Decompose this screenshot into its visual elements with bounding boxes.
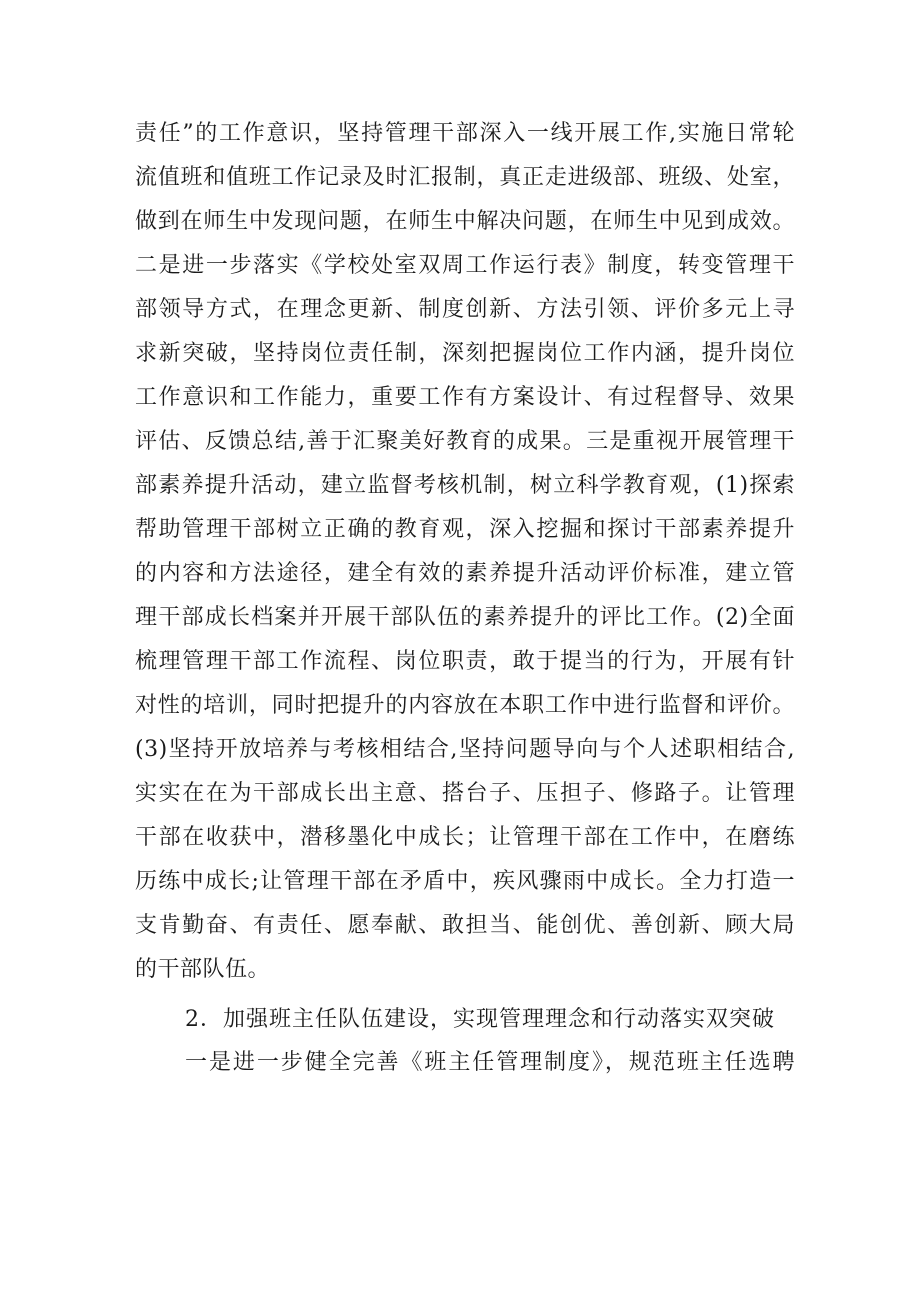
paragraph-line: (3)坚持开放培养与考核相结合,坚持问题导向与个人述职相结合, <box>135 737 795 762</box>
paragraph-line: 工作意识和工作能力，重要工作有方案设计、有过程督导、效果 <box>135 385 795 410</box>
paragraph-line: 历练中成长;让管理干部在矛盾中，疾风骤雨中成长。全力打造一 <box>135 869 795 894</box>
paragraph-line: 理干部成长档案并开展干部队伍的素养提升的评比工作。(2)全面 <box>135 605 795 630</box>
paragraph-line: 一是进一步健全完善《班主任管理制度》，规范班主任选聘 <box>185 1050 795 1075</box>
paragraph-line: 流值班和值班工作记录及时汇报制，真正走进级部、班级、处室， <box>135 165 795 190</box>
paragraph-line: 做到在师生中发现问题，在师生中解决问题，在师生中见到成效。 <box>135 209 795 234</box>
paragraph-line: 评估、反馈总结,善于汇聚美好教育的成果。三是重视开展管理干 <box>135 429 795 454</box>
paragraph-line: 干部在收获中，潜移墨化中成长；让管理干部在工作中，在磨练 <box>135 825 795 850</box>
paragraph-line: 的内容和方法途径，建全有效的素养提升活动评价标准，建立管 <box>135 561 795 586</box>
paragraph-line: 对性的培训，同时把提升的内容放在本职工作中进行监督和评价。 <box>135 693 795 718</box>
paragraph-line: 支肯勤奋、有责任、愿奉献、敢担当、能创优、善创新、顾大局 <box>135 913 795 938</box>
paragraph-line: 实实在在为干部成长出主意、搭台子、压担子、修路子。让管理 <box>135 781 795 806</box>
paragraph-line: 帮助管理干部树立正确的教育观，深入挖掘和探讨干部素养提升 <box>135 517 795 542</box>
paragraph-line: 部素养提升活动，建立监督考核机制，树立科学教育观，(1)探索 <box>135 473 795 498</box>
paragraph-line: 梳理管理干部工作流程、岗位职责，敢于提当的行为，开展有针 <box>135 649 795 674</box>
section-heading: 2．加强班主任队伍建设，实现管理理念和行动落实双突破 <box>185 1007 775 1032</box>
paragraph-line: 部领导方式，在理念更新、制度创新、方法引领、评价多元上寻 <box>135 297 795 322</box>
paragraph-line: 责任”的工作意识，坚持管理干部深入一线开展工作,实施日常轮 <box>135 121 795 146</box>
paragraph-line: 的干部队伍。 <box>135 957 271 982</box>
paragraph-line: 二是进一步落实《学校处室双周工作运行表》制度，转变管理干 <box>135 253 795 278</box>
paragraph-line: 求新突破，坚持岗位责任制，深刻把握岗位工作内涵，提升岗位 <box>135 341 795 366</box>
